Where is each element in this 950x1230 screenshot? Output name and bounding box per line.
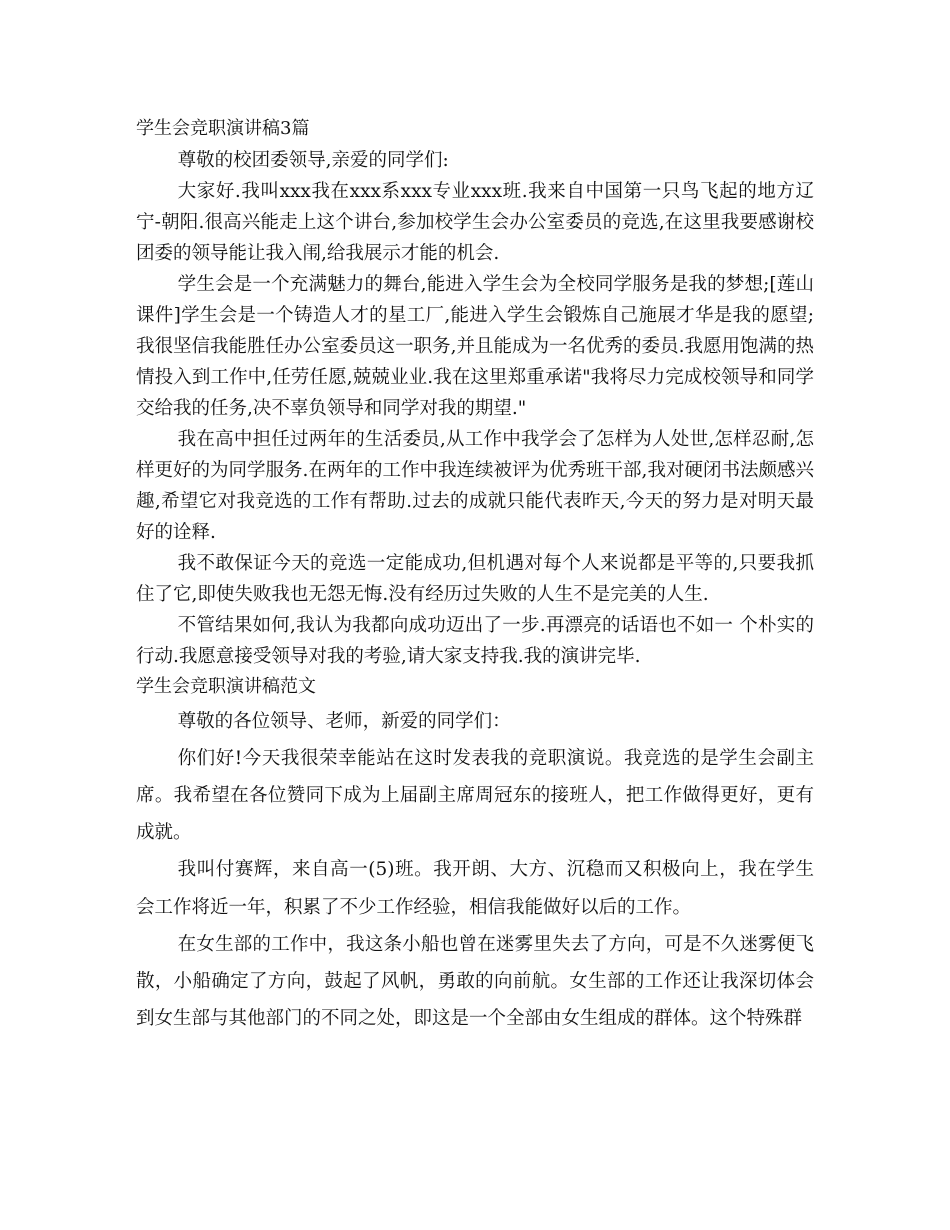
paragraph: 我不敢保证今天的竞选一定能成功,但机遇对每个人来说都是平等的,只要我抓住了它,即使失败我也无怨无悔.没有经历过失败的人生不是完美的人生. <box>136 552 814 605</box>
section-speech-2 <box>136 672 814 1038</box>
paragraph: 我在高中担任过两年的生活委员,从工作中我学会了怎样为人处世,怎样忍耐,怎样更好的为同学服务.在两年的工作中我连续被评为优秀班干部,我对硬闭书法颇感兴趣,希望它对我竞选的工作有帮助.过去的成就只能代表昨天,今天的努力是对明天最好的诠释. <box>136 428 814 543</box>
section-title: 学生会竞职演讲稿3篇 <box>136 118 310 139</box>
salutation: 尊敬的校团委领导,亲爱的同学们: <box>177 149 449 171</box>
salutation: 尊敬的各位领导、老师，新爱的同学们： <box>177 710 511 732</box>
paragraph: 大家好.我叫xxx我在xxx系xxx专业xxx班.我来自中国第一只鸟飞起的地方辽宁-朝阳.很高兴能走上这个讲台,参加校学生会办公室委员的竞选,在这里我要感谢校团委的领导能让我入闱,给我展示才能的机会. <box>136 180 814 264</box>
document-body <box>136 114 814 1037</box>
section-speech-1 <box>136 114 814 672</box>
paragraph: 我叫付赛辉，来自高一(5)班。我开朗、大方、沉稳而又积极向上，我在学生会工作将近一年，积累了不少工作经验，相信我能做好以后的工作。 <box>136 859 814 918</box>
paragraph: 你们好!今天我很荣幸能站在这时发表我的竞职演说。我竞选的是学生会副主席。我希望在各位赞同下成为上届副主席周冠东的接班人，把工作做得更好，更有成就。 <box>136 747 814 844</box>
paragraph: 学生会是一个充满魅力的舞台,能进入学生会为全校同学服务是我的梦想;[莲山课件]学生会是一个铸造人才的星工厂,能进入学生会锻炼自己施展才华是我的愿望;我很坚信我能胜任办公室委员这一职务,并且能成为一名优秀的委员.我愿用饱满的热情投入到工作中,任劳任愿,兢兢业业.我在这里郑重承诺"我将尽力完成校领导和同学交给我的任务,决不辜负领导和同学对我的期望." <box>136 273 814 419</box>
paragraph: 在女生部的工作中，我这条小船也曾在迷雾里失去了方向，可是不久迷雾便飞散，小船确定了方向，鼓起了风帆，勇敢的向前航。女生部的工作还让我深切体会到女生部与其他部门的不同之处，即这是一个全部由女生组成的群体。这个特殊群 <box>136 933 814 1030</box>
section-title: 学生会竞职演讲稿范文 <box>136 675 316 697</box>
paragraph: 不管结果如何,我认为我都向成功迈出了一步.再漂亮的话语也不如一 个朴实的行动.我愿意接受领导对我的考验,请大家支持我.我的演讲完毕. <box>136 614 814 667</box>
